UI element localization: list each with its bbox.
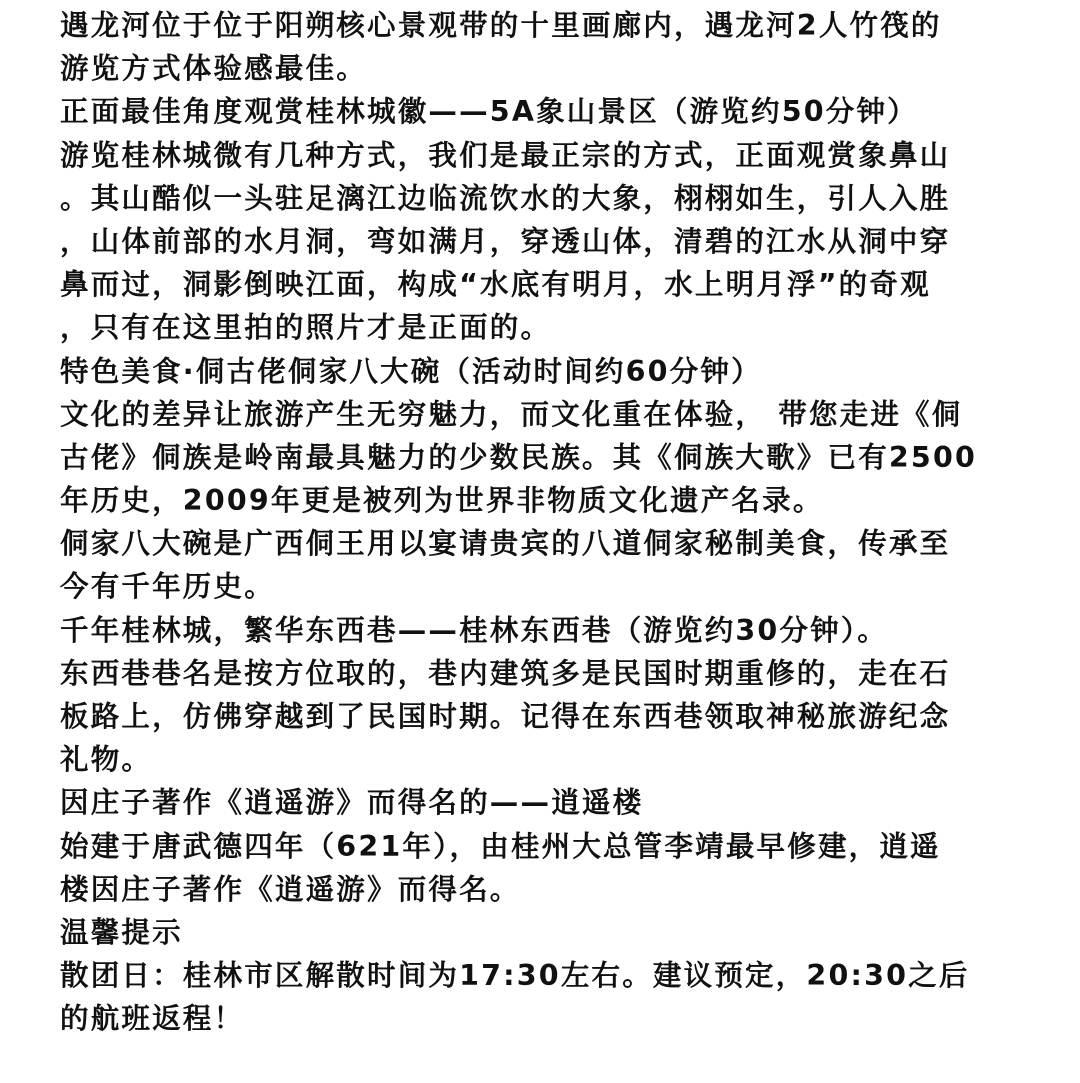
text-line: 遇龙河位于位于阳朔核心景观带的十里画廊内，遇龙河2人竹筏的 [60,9,942,42]
text-line: 古佬》侗族是岭南最具魅力的少数民族。其《侗族大歌》已有2500 [60,440,978,474]
text-line: 礼物。 [60,743,153,777]
text-line: 鼻而过，洞影倒映江面，构成“水底有明月，水上明月浮”的奇观 [60,268,931,302]
text-line: 文化的差异让旅游产生无穷魅力，而文化重在体验， 带您走进《侗 [60,397,963,431]
text-line: 板路上，仿佛穿越到了民国时期。记得在东西巷领取神秘旅游纪念 [60,700,951,733]
text-line: 游览方式体验感最佳。 [60,52,368,86]
section-heading-dongxi-lane: 千年桂林城，繁华东西巷——桂林东西巷（游览约30分钟）。 [60,613,889,647]
text-line: 始建于唐武德四年（621年），由桂州大总管李靖最早修建，逍遥 [60,829,941,863]
text-line: 楼因庄子著作《逍遥游》而得名。 [60,872,521,906]
section-heading-xiaoyao-tower: 因庄子著作《逍遥游》而得名的——逍遥楼 [60,786,644,820]
text-line: 今有千年历史。 [60,570,275,604]
text-line: 年历史，2009年更是被列为世界非物质文化遗产名录。 [60,484,824,518]
text-line: ，只有在这里拍的照片才是正面的。 [60,311,552,345]
section-heading-tips: 温馨提示 [60,915,183,949]
text-line: 侗家八大碗是广西侗王用以宴请贵宾的八道侗家秘制美食，传承至 [60,527,951,561]
text-line: 的航班返程！ [60,1002,245,1036]
section-heading-dong-food: 特色美食·侗古佬侗家八大碗（活动时间约60分钟） [60,354,762,388]
section-heading-xiangshan: 正面最佳角度观赏桂林城徽——5A象山景区（游览约50分钟） [60,95,918,129]
text-line: 。其山酷似一头驻足漓江边临流饮水的大象，栩栩如生，引人入胜 [60,181,951,215]
text-line: ，山体前部的水月洞，弯如满月，穿透山体，清碧的江水从洞中穿 [60,224,951,258]
text-line: 散团日：桂林市区解散时间为17:30左右。建议预定，20:30之后 [60,959,970,993]
text-line: 游览桂林城微有几种方式，我们是最正宗的方式，正面观赏象鼻山 [60,138,951,172]
text-line: 东西巷巷名是按方位取的，巷内建筑多是民国时期重修的，走在石 [60,656,951,690]
